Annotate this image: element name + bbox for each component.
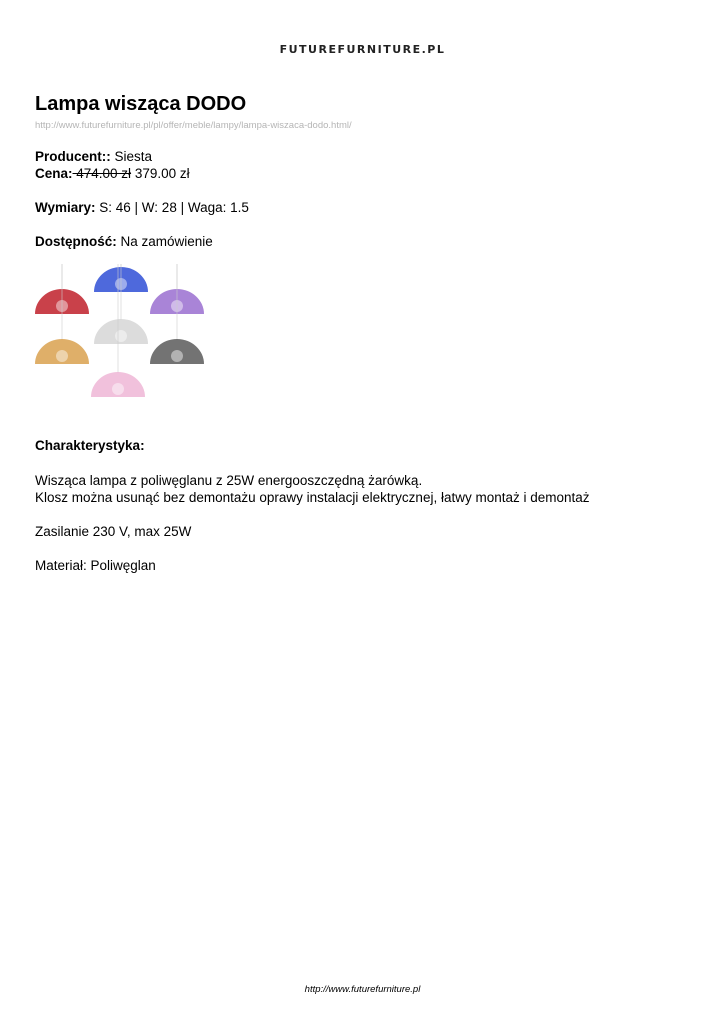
availability-label: Dostępność: bbox=[35, 234, 117, 249]
producer-label: Producent:: bbox=[35, 149, 111, 164]
description-line-2: Klosz można usunąć bez demontażu oprawy instalacji elektrycznej, łatwy montaż i demontaż bbox=[35, 490, 590, 505]
footer-url[interactable]: http://www.futurefurniture.pl bbox=[304, 984, 421, 995]
producer-row bbox=[35, 149, 152, 164]
product-url[interactable]: http://www.futurefurniture.pl/pl/offer/meble/lampy/lampa-wiszaca-dodo.html/ bbox=[35, 120, 352, 131]
old-price: 474.00 zł bbox=[72, 166, 132, 181]
material-spec: Materiał: Poliwęglan bbox=[35, 558, 156, 573]
lamp-bulb bbox=[115, 330, 127, 342]
power-spec: Zasilanie 230 V, max 25W bbox=[35, 524, 192, 539]
availability-row bbox=[35, 234, 213, 249]
characteristics-heading: Charakterystyka: bbox=[35, 438, 145, 453]
page-title: Lampa wisząca DODO bbox=[35, 93, 247, 115]
description-line-1: Wisząca lampa z poliwęglanu z 25W energooszczędną żarówką. bbox=[35, 473, 423, 488]
lamp-bulb bbox=[171, 350, 183, 362]
producer-value: Siesta bbox=[110, 149, 153, 164]
price-label: Cena: bbox=[35, 166, 73, 181]
product-image bbox=[33, 264, 209, 420]
new-price: 379.00 zł bbox=[131, 166, 190, 181]
dimensions-value: S: 46 | W: 28 | Waga: 1.5 bbox=[95, 200, 249, 215]
site-logo: FUTUREFURNITURE.PL bbox=[279, 43, 446, 56]
price-row bbox=[35, 166, 190, 181]
availability-value: Na zamówienie bbox=[116, 234, 213, 249]
dimensions-row bbox=[35, 200, 249, 215]
lamp-bulb bbox=[56, 350, 68, 362]
dimensions-label: Wymiary: bbox=[35, 200, 96, 215]
lamp-bulb bbox=[112, 383, 124, 395]
